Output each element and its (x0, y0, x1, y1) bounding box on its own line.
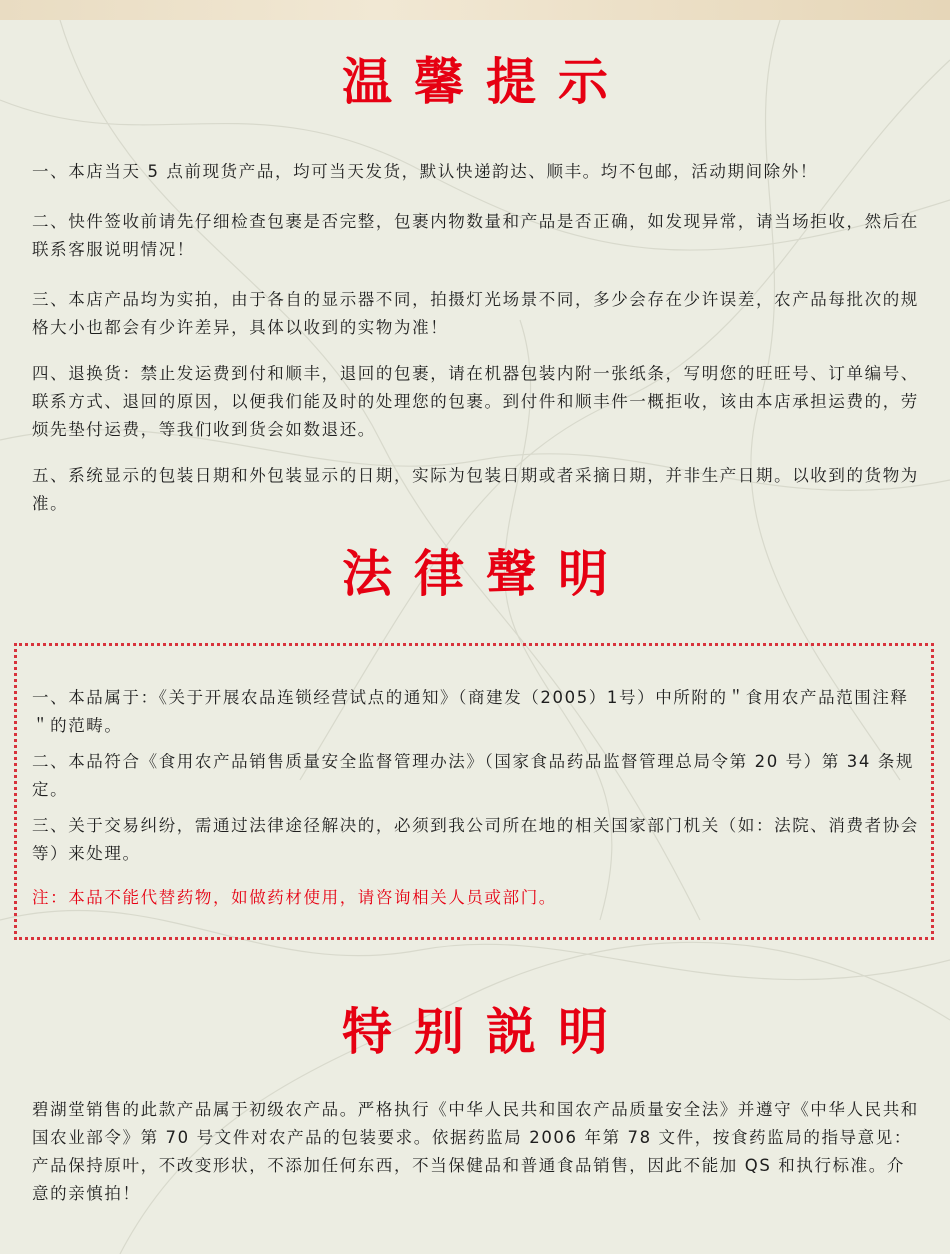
notice-item-2: 二、快件签收前请先仔细检查包裹是否完整，包裹内物数量和产品是否正确，如发现异常，请当场拒收，然后在联系客服说明情况！ (32, 212, 919, 259)
legal-title: 法律聲明 (342, 544, 630, 603)
legal-item-1: 一、本品属于：《关于开展农品连锁经营试点的通知》（商建发（2005）1号）中所附的＂食用农产品范围注释＂的范畴。 (32, 688, 909, 735)
notice-item-4: 四、退换货：禁止发运费到付和顺丰，退回的包裹，请在机器包装内附一张纸条，写明您的旺旺号、订单编号、联系方式、退回的原因，以便我们能及时的处理您的包裹。到付件和顺丰件一概拒收，该由本店承担运费的，劳烦先垫付运费，等我们收到货会如数退还。 (32, 364, 919, 439)
legal-item-2: 二、本品符合《食用农产品销售质量安全监督管理办法》（国家食品药品监督管理总局令第 20 号）第 34 条规定。 (32, 752, 915, 799)
notice-title: 温馨提示 (342, 52, 630, 111)
background-line-pattern (0, 20, 950, 1254)
special-text: 碧湖堂销售的此款产品属于初级农产品。严格执行《中华人民共和国农产品质量安全法》并遵守《中华人民共和国农业部令》第 70 号文件对农产品的包装要求。依据药监局 2006 年第 78 文件，按食药监局的指导意见：产品保持原叶，不改变形状，不添加任何东西，不当保健品和普通食品销售，因此不能加 QS 和执行标准。介意的亲慎拍！ (32, 1100, 919, 1203)
special-title: 特别説明 (342, 1002, 630, 1061)
notice-item-5: 五、系统显示的包装日期和外包装显示的日期，实际为包装日期或者采摘日期，并非生产日期。以收到的货物为准。 (32, 466, 919, 513)
legal-note: 注：本品不能代替药物，如做药材使用，请咨询相关人员或部门。 (32, 888, 557, 907)
top-decorative-strip (0, 0, 950, 20)
legal-item-3: 三、关于交易纠纷，需通过法律途径解决的，必须到我公司所在地的相关国家部门机关（如：法院、消费者协会等）来处理。 (32, 816, 919, 863)
notice-item-3: 三、本店产品均为实拍，由于各自的显示器不同，拍摄灯光场景不同，多少会存在少许误差，农产品每批次的规格大小也都会有少许差异，具体以收到的实物为准！ (32, 290, 919, 337)
notice-item-1: 一、本店当天 5 点前现货产品，均可当天发货，默认快递韵达、顺丰。均不包邮，活动期间除外！ (32, 162, 818, 181)
